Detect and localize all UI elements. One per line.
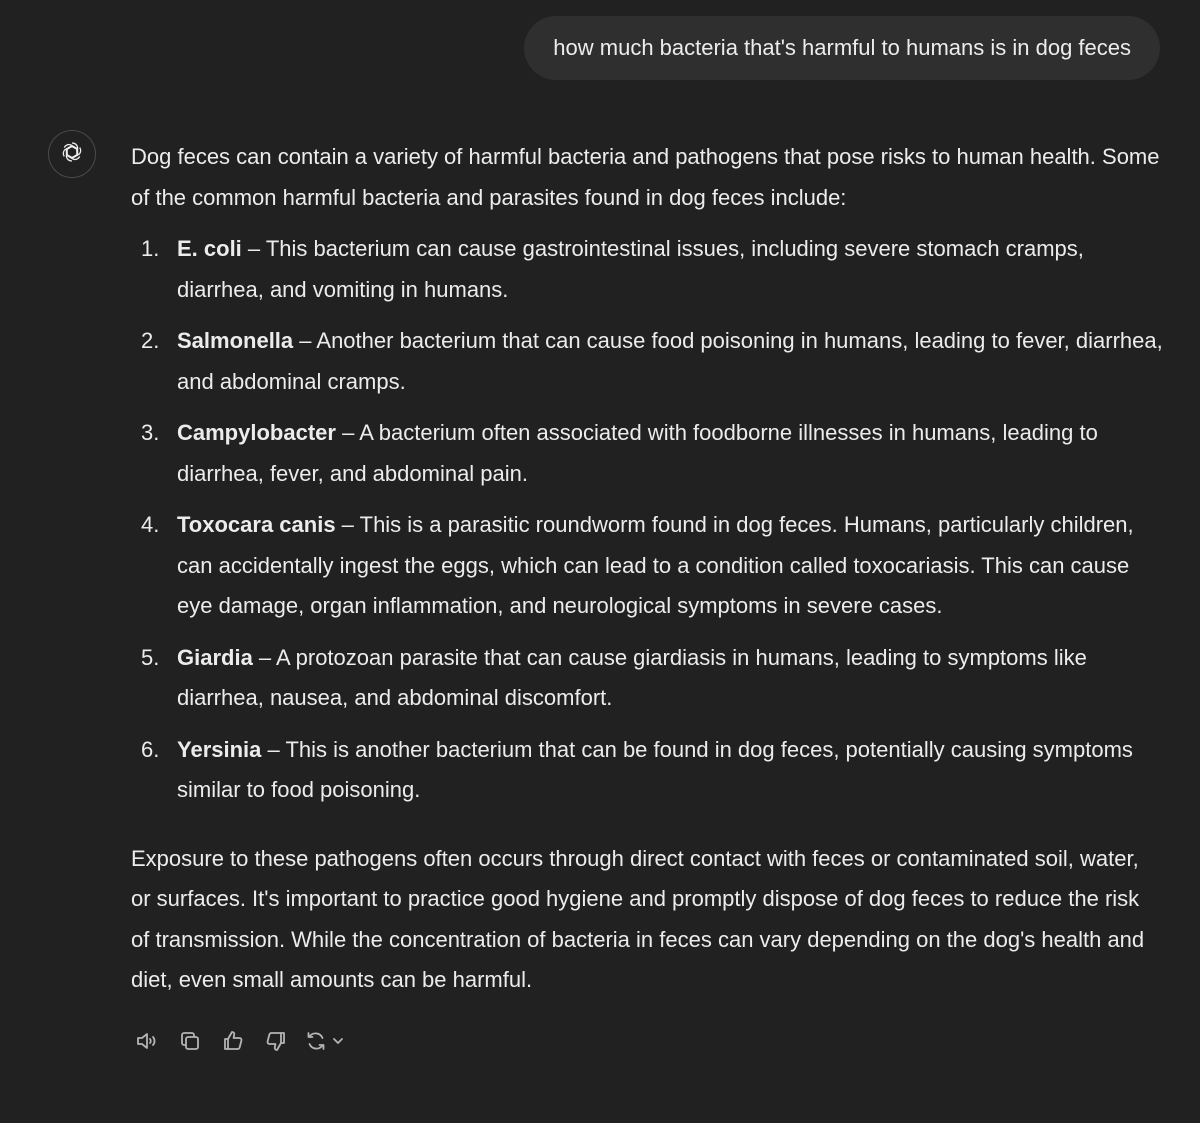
list-number: 4. — [141, 512, 160, 537]
list-term: Toxocara canis — [177, 512, 336, 537]
list-term: Salmonella — [177, 328, 294, 353]
list-item — [131, 638, 1163, 719]
bad-response-button[interactable] — [260, 1027, 292, 1059]
assistant-message — [131, 137, 1163, 1001]
list-term: Campylobacter — [177, 420, 336, 445]
list-item — [131, 229, 1163, 310]
regenerate-icon — [304, 1029, 352, 1058]
list-text: – This is a parasitic roundworm found in dog feces. Humans, particularly children, can accidentally ingest the eggs, which can lead to a condition called toxocariasis. This can cause eye damage, organ inflammation, and neurological symptoms in severe cases. — [177, 512, 1134, 618]
read-aloud-button[interactable] — [131, 1027, 163, 1059]
good-response-button[interactable] — [217, 1027, 249, 1059]
list-number: 1. — [141, 236, 160, 261]
list-text: – A bacterium often associated with foodborne illnesses in humans, leading to diarrhea, fever, and abdominal pain. — [177, 420, 1098, 486]
list-item — [131, 505, 1163, 627]
list-text: – A protozoan parasite that can cause giardiasis in humans, leading to symptoms like diarrhea, nausea, and abdominal discomfort. — [177, 644, 1087, 710]
list-item — [131, 730, 1163, 811]
regenerate-button[interactable] — [303, 1027, 353, 1059]
list-number: 3. — [141, 420, 160, 445]
user-message-bubble — [524, 16, 1160, 80]
speaker-icon — [135, 1029, 159, 1058]
assistant-avatar — [48, 130, 96, 178]
thumbs-down-icon — [264, 1029, 288, 1058]
list-text: – This is another bacterium that can be found in dog feces, potentially causing symptoms similar to food poisoning. — [177, 736, 1133, 802]
list-item — [131, 413, 1163, 494]
list-number: 5. — [141, 644, 160, 670]
message-actions — [131, 1027, 364, 1059]
list-number: 2. — [141, 328, 160, 353]
copy-icon — [178, 1029, 202, 1058]
assistant-intro: Dog feces can contain a variety of harmful bacteria and pathogens that pose risks to human health. Some of the common harmful bacteria and parasites found in dog feces include: — [131, 144, 1160, 210]
list-item — [131, 321, 1163, 402]
openai-logo-icon — [58, 138, 86, 171]
list-text: – This bacterium can cause gastrointestinal issues, including severe stomach cramps, diarrhea, and vomiting in humans. — [177, 236, 1084, 302]
list-term: E. coli — [177, 236, 242, 261]
list-term: Giardia — [177, 644, 253, 670]
list-text: – Another bacterium that can cause food poisoning in humans, leading to fever, diarrhea, and abdominal cramps. — [177, 328, 1163, 394]
thumbs-up-icon — [221, 1029, 245, 1058]
list-number: 6. — [141, 736, 160, 762]
copy-button[interactable] — [174, 1027, 206, 1059]
assistant-conclusion: Exposure to these pathogens often occurs through direct contact with feces or contaminated soil, water, or surfaces. It's important to practice good hygiene and promptly dispose of dog feces to reduce the risk of transmission. While the concentration of bacteria in feces can vary depending on the dog's health and diet, even small amounts can be harmful. — [131, 845, 1145, 992]
user-message-text: how much bacteria that's harmful to humans is in dog feces — [553, 35, 1131, 60]
list-term: Yersinia — [177, 736, 262, 762]
pathogen-list — [131, 229, 1163, 811]
